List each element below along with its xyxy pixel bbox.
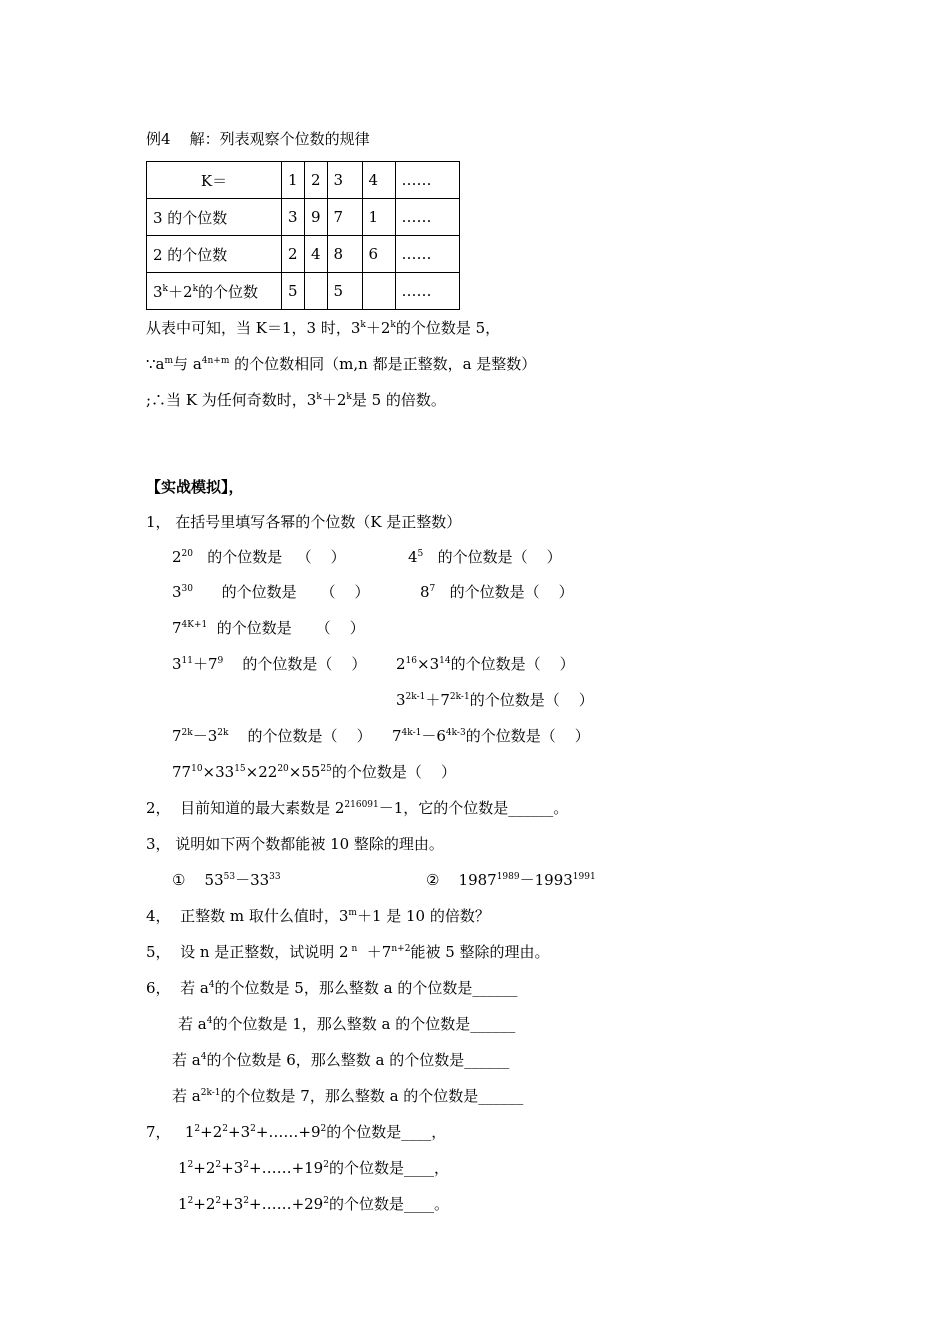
question-1g: $2^{16}\times 3^{14}$的个位数是（ ） [396, 655, 575, 673]
question-6c: 若 $a^4$的个位数是 6，那么整数 a 的个位数是______ [172, 1051, 510, 1069]
table-cell: 7 [327, 199, 362, 236]
table-cell: 9 [305, 199, 328, 236]
question-6a: 6， 若 $a^4$的个位数是 5，那么整数 a 的个位数是______ [146, 979, 518, 997]
table-cell: 2 [282, 236, 305, 273]
table-row [147, 199, 460, 236]
question-1c: $3^{30}$ 的个位数是 （ ） [172, 583, 370, 601]
table-cell: …… [395, 236, 459, 273]
table-cell: 2 的个位数 [147, 236, 282, 273]
question-1d: $8^7$ 的个位数是（ ） [420, 583, 574, 601]
question-1e: $7^{4K+1}$ 的个位数是 （ ） [172, 619, 365, 637]
question-1-intro: 1， 在括号里填写各幂的个位数（K 是正整数） [146, 513, 462, 531]
table-cell: 4 [362, 162, 395, 199]
conclusion-line-3: ;∴当 K 为任何奇数时，$3^k+2^k$是 5 的倍数。 [146, 391, 446, 409]
question-1j: $7^{4k-1}-6^{4k-3}$的个位数是（ ） [392, 727, 590, 745]
question-7b: $1^2+2^2+3^2+\dots\dots+19^2$的个位数是____， [178, 1159, 449, 1177]
conclusion-line-2: $\because a^m$与 $a^{4n+m}$ 的个位数相同（m,n 都是正整数，a 是整数） [146, 355, 537, 373]
table-row [147, 273, 460, 310]
question-4: 4， 正整数 m 取什么值时，$3^m+1$ 是 10 的倍数？ [146, 907, 490, 925]
table-cell [362, 273, 395, 310]
question-3a: ① $53^{53}-33^{33}$ [172, 871, 281, 889]
table-cell: 5 [282, 273, 305, 310]
table-cell: 3 的个位数 [147, 199, 282, 236]
table-cell: 5 [327, 273, 362, 310]
question-5: 5， 设 n 是正整数，试说明 2 $^n +7^{n+2}$能被 5 整除的理由。 [146, 943, 550, 961]
table-cell: 2 [305, 162, 328, 199]
units-digit-table [146, 161, 460, 310]
table-row [147, 236, 460, 273]
question-1f: $3^{11}+7^9$ 的个位数是（ ） [172, 655, 367, 673]
question-1i: $7^{2k}-3^{2k}$ 的个位数是（ ） [172, 727, 372, 745]
table-cell: 3 [282, 199, 305, 236]
example-heading-text: 解：列表观察个位数的规律 [189, 130, 370, 148]
table-cell: 8 [327, 236, 362, 273]
table-cell: 3 [327, 162, 362, 199]
table-cell: …… [395, 273, 459, 310]
question-3-intro: 3， 说明如下两个数都能被 10 整除的理由。 [146, 835, 444, 853]
question-7a: 7， $1^2+2^2+3^2+\dots\dots+9^2$的个位数是____， [146, 1123, 447, 1141]
conclusion-line-1: 从表中可知，当 K＝1，3 时，$3^k+2^k$的个位数是 5， [146, 319, 501, 337]
question-1h: $3^{2k-1}+7^{2k-1}$的个位数是（ ） [396, 691, 594, 709]
table-cell: …… [395, 199, 459, 236]
practice-heading: 【实战模拟】， [146, 478, 244, 496]
question-3b: ② $1987^{1989}-1993^{1991}$ [426, 871, 596, 889]
table-cell: 4 [305, 236, 328, 273]
example-label: 例4 [146, 130, 171, 148]
question-1k: $77^{10}\times 33^{15}\times 22^{20}\times 55^{25}$的个位数是（ ） [172, 763, 456, 781]
table-cell: K＝ [147, 162, 282, 199]
question-2: 2， 目前知道的最大素数是 $2^{216091}-1$，它的个位数是______。 [146, 799, 569, 817]
table-cell: 6 [362, 236, 395, 273]
table-cell: 1 [282, 162, 305, 199]
table-cell: …… [395, 162, 459, 199]
question-7c: $1^2+2^2+3^2+\dots\dots+29^2$的个位数是____。 [178, 1195, 449, 1213]
table-row [147, 162, 460, 199]
example-heading [146, 129, 370, 149]
question-1a: $2^{20}$ 的个位数是 （ ） [172, 548, 346, 566]
table-cell: $3^k+2^k$的个位数 [147, 273, 282, 310]
table-cell [305, 273, 328, 310]
table-cell: 1 [362, 199, 395, 236]
question-1b: $4^5$ 的个位数是（ ） [408, 548, 562, 566]
question-6d: 若 $a^{2k-1}$的个位数是 7，那么整数 a 的个位数是______ [172, 1087, 524, 1105]
question-6b: 若 $a^4$的个位数是 1，那么整数 a 的个位数是______ [178, 1015, 516, 1033]
